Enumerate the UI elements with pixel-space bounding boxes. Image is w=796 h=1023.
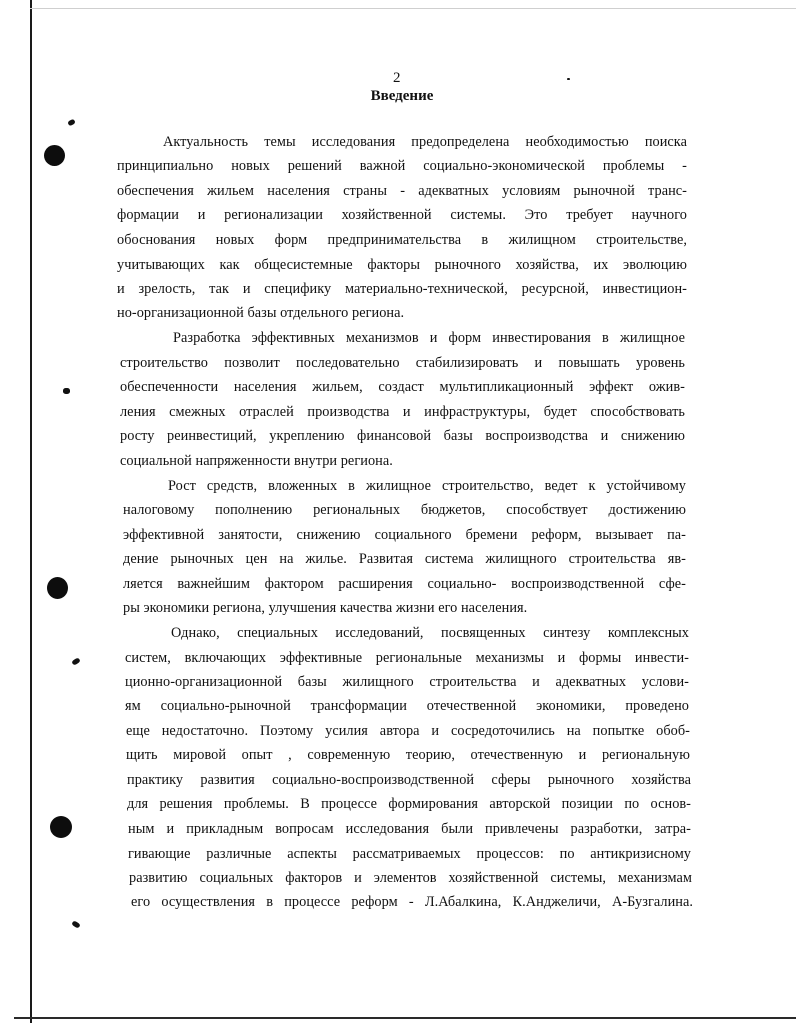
text-line: Актуальность темы исследования предопределена необходимостью поиска: [163, 134, 687, 150]
text-line: ления смежных отраслей производства и инфраструктуры, будет способствовать: [120, 404, 685, 420]
text-line: принципиально новых решений важной социально-экономической проблемы -: [117, 158, 687, 174]
text-line: и зрелость, так и специфику материально-технической, ресурсной, инвестицион-: [117, 281, 687, 297]
scan-speck: [71, 920, 80, 928]
page-left-edge: [30, 0, 32, 1023]
text-line: Разработка эффективных механизмов и форм инвестирования в жилищное: [173, 330, 685, 346]
text-line: росту реинвестиций, укреплению финансовой базы воспроизводства и снижению: [120, 428, 685, 444]
text-line: щить мировой опыт , современную теорию, отечественную и региональную: [126, 747, 690, 763]
text-line: обеспечения жильем населения страны - адекватных условиям рыночной транс-: [117, 183, 687, 199]
text-line: развитию социальных факторов и элементов хозяйственной системы, механизмам: [129, 870, 692, 886]
scan-speck: [63, 388, 70, 394]
text-line: но-организационной базы отдельного региона.: [117, 305, 405, 321]
page-title: Введение: [370, 88, 434, 104]
page-number: 2: [393, 70, 401, 86]
text-line: практику развития социально-воспроизводственной сферы рыночного хозяйства: [127, 772, 691, 788]
text-line: формации и регионализации хозяйственной системы. Это требует научного: [117, 207, 687, 223]
text-line: обоснования новых форм предпринимательства в жилищном строительстве,: [117, 232, 687, 248]
text-line: для решения проблемы. В процессе формирования авторской позиции по основ-: [127, 796, 691, 812]
scan-speck: [67, 119, 76, 127]
text-line: гивающие различные аспекты рассматриваемых процессов: по антикризисному: [128, 846, 691, 862]
text-line: ным и прикладным вопросам исследования были привлечены разработки, затра-: [128, 821, 691, 837]
punch-hole: [50, 816, 72, 838]
text-line: дение рыночных цен на жилье. Развитая система жилищного строительства яв-: [123, 551, 686, 567]
text-line: ры экономики региона, улучшения качества жизни его населения.: [123, 600, 528, 616]
text-line: еще недостаточно. Поэтому усилия автора и сосредоточились на попытке обоб-: [126, 723, 690, 739]
text-line: его осуществления в процессе реформ - Л.Абалкина, К.Анджеличи, А-Бузгалина.: [131, 894, 693, 910]
text-line: социальной напряженности внутри региона.: [120, 453, 393, 469]
text-line: Рост средств, вложенных в жилищное строительство, ведет к устойчивому: [168, 478, 686, 494]
text-line: эффективной занятости, снижению социального бремени реформ, вызывает па-: [123, 527, 686, 543]
scan-speck: [567, 78, 570, 80]
text-line: обеспеченности населения жильем, создаст мультипликационный эффект ожив-: [120, 379, 685, 395]
text-line: ляется важнейшим фактором расширения социально- воспроизводственной сфе-: [123, 576, 686, 592]
text-line: систем, включающих эффективные региональные механизмы и формы инвести-: [125, 650, 689, 666]
punch-hole: [47, 577, 68, 599]
text-line: налоговому пополнению региональных бюджетов, способствует достижению: [123, 502, 686, 518]
text-line: ционно-организационной базы жилищного строительства и адекватных услови-: [125, 674, 689, 690]
text-line: учитывающих как общесистемные факторы рыночного хозяйства, их эволюцию: [117, 257, 687, 273]
punch-hole: [44, 145, 65, 166]
text-line: строительство позволит последовательно стабилизировать и повышать уровень: [120, 355, 685, 371]
scan-speck: [71, 657, 80, 665]
page-top-edge: [30, 8, 796, 9]
text-line: Однако, специальных исследований, посвященных синтезу комплексных: [171, 625, 689, 641]
page-bottom-edge: [14, 1017, 796, 1019]
text-line: ям социально-рыночной трансформации отечественной экономики, проведено: [125, 698, 689, 714]
